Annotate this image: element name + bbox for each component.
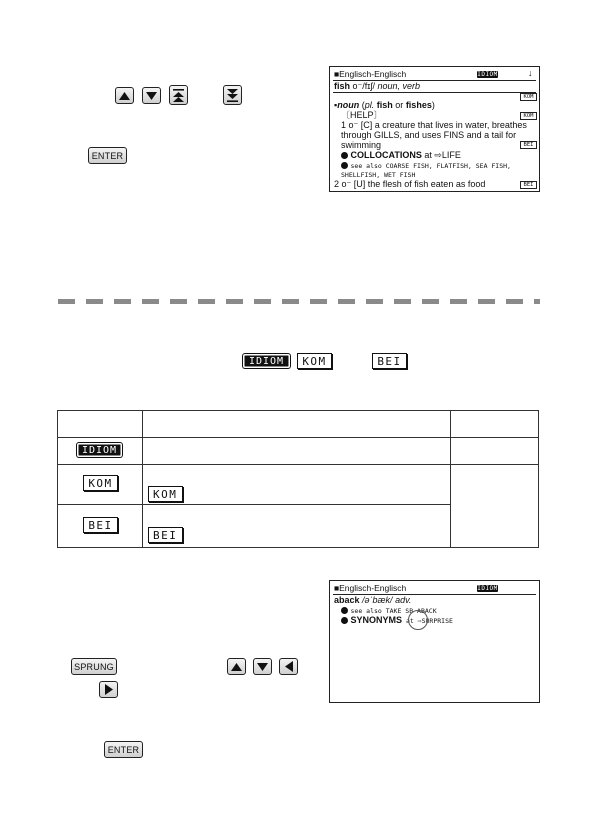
bei-tag-inline: BEI bbox=[148, 527, 183, 543]
table-row bbox=[58, 465, 539, 505]
definition-line-2: through GILLS, and uses FINS and a tail for bbox=[341, 130, 517, 140]
pronunciation: /əˈbæk/ bbox=[362, 595, 393, 605]
arrow-left-icon bbox=[285, 661, 293, 672]
table-cell-description bbox=[142, 505, 451, 548]
entry-divider bbox=[333, 92, 536, 93]
dictionary-screen-aback bbox=[329, 580, 540, 703]
table-cell-tag bbox=[58, 438, 143, 465]
kom-tag-table: KOM bbox=[83, 475, 118, 491]
scroll-down-key[interactable] bbox=[142, 87, 161, 104]
collocations-label: COLLOCATIONS bbox=[350, 150, 422, 160]
plural-fishes: fishes bbox=[405, 100, 432, 110]
headword: fish bbox=[334, 81, 351, 91]
noun-label: noun bbox=[337, 100, 360, 110]
synonyms-line bbox=[341, 615, 453, 627]
page-up-key[interactable] bbox=[169, 85, 188, 105]
plural-close: ) bbox=[431, 100, 435, 110]
header-cell-tag bbox=[58, 411, 143, 438]
entry-headline bbox=[334, 81, 420, 92]
idiom-tag: IDIOM bbox=[477, 585, 498, 592]
cursor-circle bbox=[408, 610, 428, 630]
help-line: 〔HELP〕 bbox=[341, 110, 383, 120]
table-cell-description bbox=[142, 438, 451, 465]
cursor-down-key[interactable] bbox=[253, 658, 272, 675]
kom-tag-2: KOM bbox=[520, 112, 537, 120]
scroll-indicator-icon: ↓ bbox=[528, 68, 533, 78]
table-cell-tag bbox=[58, 505, 143, 548]
bei-tag-table: BEI bbox=[83, 517, 118, 533]
page-down-key[interactable] bbox=[223, 85, 242, 105]
enter-key-label: ENTER bbox=[91, 150, 124, 161]
see-also-text: see also TAKE SB ABACK bbox=[350, 607, 437, 615]
arrow-bullet-icon bbox=[341, 607, 348, 614]
enter-key-bottom[interactable] bbox=[104, 741, 143, 758]
arrow-down-icon bbox=[257, 663, 268, 671]
kom-tag-inline: KOM bbox=[148, 486, 183, 502]
definition-line-3: swimming bbox=[341, 140, 382, 150]
table-row bbox=[58, 438, 539, 465]
section-divider bbox=[58, 299, 540, 304]
header-cell-note bbox=[451, 411, 539, 438]
headword: aback bbox=[334, 595, 360, 605]
idiom-tag-large: IDIOM bbox=[243, 354, 290, 368]
noun-bullet: ▪ bbox=[334, 100, 338, 110]
scroll-up-key[interactable] bbox=[115, 87, 134, 104]
definition-2-line: 2 o⁻ [U] the flesh of fish eaten as food bbox=[334, 179, 486, 189]
see-also-cont: SHELLFISH, WET FISH bbox=[341, 171, 416, 179]
table-cell-note bbox=[451, 438, 539, 465]
plural-label: pl. bbox=[364, 100, 375, 110]
kom-tag-large: KOM bbox=[297, 353, 332, 369]
arrow-bullet-icon bbox=[341, 162, 348, 169]
cursor-left-key[interactable] bbox=[279, 658, 298, 675]
collocations-ref: at ⇨LIFE bbox=[421, 150, 461, 160]
arrow-down-icon bbox=[146, 92, 157, 100]
double-arrow-up-icon bbox=[173, 89, 184, 102]
idiom-tag: IDIOM bbox=[477, 71, 498, 78]
table-cell-tag bbox=[58, 465, 143, 505]
table-cell-description bbox=[142, 465, 451, 505]
kom-tag-1: KOM bbox=[520, 93, 537, 101]
table-header-row bbox=[58, 411, 539, 438]
screen-title: ■ Englisch-Englisch bbox=[334, 583, 406, 594]
screen-title: ■ Englisch-Englisch bbox=[334, 69, 406, 80]
part-of-speech: noun, verb bbox=[377, 81, 421, 91]
idiom-tag-table: IDIOM bbox=[77, 443, 122, 457]
enter-key-label: ENTER bbox=[107, 744, 140, 755]
plural-fish: fish bbox=[376, 100, 393, 110]
cursor-up-key[interactable] bbox=[227, 658, 246, 675]
bei-tag-2: BEI bbox=[520, 181, 537, 189]
synonyms-ref: at ⇨SURPRISE bbox=[402, 617, 453, 625]
sprung-key-label: SPRUNG bbox=[74, 661, 114, 672]
plural-open: ( bbox=[361, 100, 365, 110]
header-cell-description bbox=[142, 411, 451, 438]
synonyms-label: SYNONYMS bbox=[350, 615, 403, 625]
definition-line-1: 1 o⁻ [C] a creature that lives in water, breathes bbox=[341, 120, 527, 130]
see-also-text: see also COARSE FISH, FLATFISH, SEA FISH, bbox=[350, 162, 511, 170]
arrow-up-icon bbox=[231, 663, 242, 671]
arrow-up-icon bbox=[119, 92, 130, 100]
enter-key[interactable] bbox=[88, 147, 127, 164]
tag-legend-table bbox=[57, 410, 539, 548]
sprung-key[interactable] bbox=[71, 658, 117, 675]
plural-or: or bbox=[395, 100, 404, 110]
bei-tag-1: BEI bbox=[520, 141, 537, 149]
double-arrow-down-icon bbox=[227, 89, 238, 102]
cursor-right-key[interactable] bbox=[99, 681, 118, 698]
arrow-bullet-icon bbox=[341, 617, 348, 624]
table-cell-note-merged bbox=[451, 465, 539, 548]
dictionary-screen-fish bbox=[329, 66, 540, 192]
bei-tag-large: BEI bbox=[372, 353, 407, 369]
pronunciation: o⁻/fɪʃ/ bbox=[352, 81, 375, 91]
arrow-right-icon bbox=[105, 684, 113, 695]
part-of-speech: adv. bbox=[395, 595, 412, 605]
arrow-bullet-icon bbox=[341, 152, 348, 159]
